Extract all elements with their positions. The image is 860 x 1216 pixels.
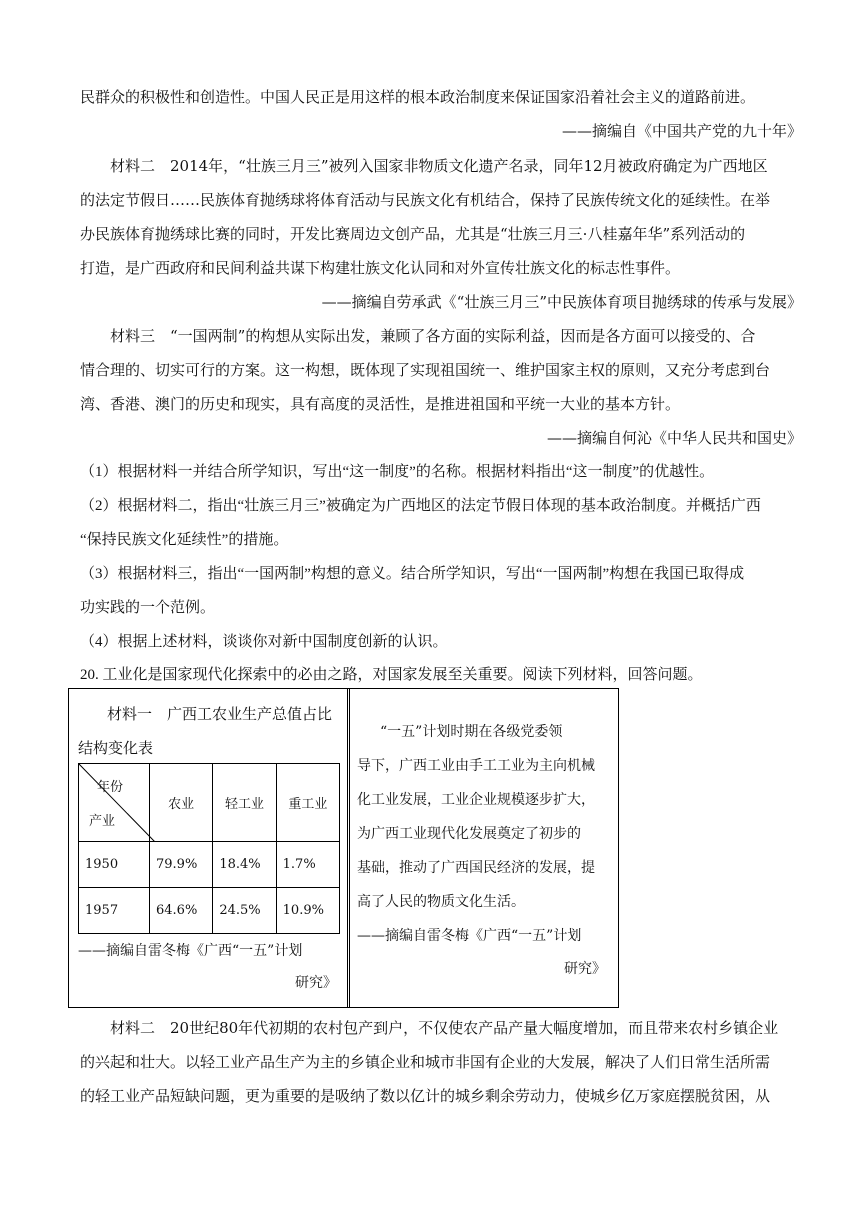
table-source-line-2: 研究》 [295, 975, 337, 991]
text-panel-source-line-2: 研究》 [564, 961, 606, 977]
diagonal-header-cell [79, 764, 150, 842]
column-header-heavy-industry: 重工业 [276, 764, 339, 842]
material3-line-3: 湾、香港、澳门的历史和现实，具有高度的灵活性，是推进祖国和平统一大业的基本方针。 [80, 395, 681, 413]
cell-value: 24.5% [213, 888, 276, 934]
q20-material2-line-2: 的兴起和壮大。以轻工业产品生产为主的乡镇企业和城市非国有企业的大发展，解决了人们日常生活所需 [80, 1053, 771, 1071]
cell-value: 1.7% [276, 842, 339, 888]
question-2-line-1: （2）根据材料二，指出“壮族三月三”被确定为广西地区的法定节假日体现的基本政治制度。并概括广西 [80, 498, 761, 514]
table-row [79, 888, 340, 934]
table-title-line-1: 材料一 广西工农业生产总值占比 [107, 705, 333, 723]
material2-line-2: 的法定节假日……民族体育抛绣球将体育活动与民族文化有机结合，保持了民族传统文化的延续性。在举 [80, 191, 771, 209]
question-4: （4）根据上述材料，谈谈你对新中国制度创新的认识。 [80, 634, 448, 650]
data-table [78, 763, 340, 934]
q20-material2-line-3: 的轻工业产品短缺问题，更为重要的是吸纳了数以亿计的城乡剩余劳动力，使城乡亿万家庭摆脱贫困，从 [80, 1087, 771, 1105]
material1-table-panel [68, 688, 350, 1008]
question-2-line-2: “保持民族文化延续性”的措施。 [80, 532, 289, 548]
table-row [79, 842, 340, 888]
header-year-label: 年份 [97, 780, 124, 795]
source-citation: ——摘编自何沁《中华人民共和国史》 [546, 429, 802, 447]
paragraph-line: 民群众的积极性和创造性。中国人民正是用这样的根本政治制度来保证国家沿着社会主义的道路前进。 [80, 88, 756, 106]
table-header-row [79, 764, 340, 842]
material3-line-2: 情合理的、切实可行的方案。这一构想，既体现了实现祖国统一、维护国家主权的原则，又充分考虑到台 [80, 361, 771, 379]
table-title-line-2: 结构变化表 [78, 739, 154, 757]
material1-text-panel [347, 688, 619, 1008]
text-panel-line-3: 化工业发展，工业企业规模逐步扩大， [357, 792, 595, 808]
text-panel-line-4: 为广西工业现代化发展奠定了初步的 [357, 826, 581, 842]
text-panel-line-2: 导下，广西工业由手工工业为主向机械 [357, 758, 595, 774]
text-panel-line-5: 基础，推动了广西国民经济的发展，提 [357, 860, 595, 876]
row-year: 1950 [79, 842, 150, 888]
q20-material2-line-1: 材料二 20世纪80年代初期的农村包产到户，不仅使农产品产量大幅度增加，而且带来农村乡镇企业 [110, 1019, 779, 1037]
cell-value: 79.9% [150, 842, 213, 888]
cell-value: 10.9% [276, 888, 339, 934]
header-industry-label: 产业 [89, 814, 116, 829]
table-source-line-1: ——摘编自雷冬梅《广西“一五”计划 [78, 943, 303, 959]
cell-value: 18.4% [213, 842, 276, 888]
source-citation: ——摘编自劳承武《“壮族三月三”中民族体育项目抛绣球的传承与发展》 [321, 293, 802, 311]
material2-line-1: 材料二 2014年，“壮族三月三”被列入国家非物质文化遗产名录，同年12月被政府确定为广西地区 [110, 157, 768, 175]
question-3-line-2: 功实践的一个范例。 [80, 600, 216, 616]
material2-line-4: 打造，是广西政府和民间利益共谋下构建壮族文化认同和对外宣传壮族文化的标志性事件。 [80, 259, 681, 277]
column-header-light-industry: 轻工业 [213, 764, 276, 842]
column-header-agriculture: 农业 [150, 764, 213, 842]
text-panel-line-1: “一五”计划时期在各级党委领 [380, 724, 563, 740]
question-1: （1）根据材料一并结合所学知识，写出“这一制度”的名称。根据材料指出“这一制度”的优越性。 [80, 464, 715, 480]
row-year: 1957 [79, 888, 150, 934]
text-panel-line-6: 高了人民的物质文化生活。 [357, 894, 525, 910]
source-citation: ——摘编自《中国共产党的九十年》 [561, 122, 802, 140]
material3-line-1: 材料三 “一国两制”的构想从实际出发，兼顾了各方面的实际利益，因而是各方面可以接受的、合 [110, 327, 756, 345]
material2-line-3: 办民族体育抛绣球比赛的同时，开发比赛周边文创产品，尤其是“壮族三月三·八桂嘉年华”系列活动的 [80, 225, 746, 243]
question-3-line-1: （3）根据材料三，指出“一国两制”构想的意义。结合所学知识，写出“一国两制”构想在我国已取得成 [80, 566, 745, 582]
text-panel-source-line-1: ——摘编自雷冬梅《广西“一五”计划 [357, 928, 582, 944]
cell-value: 64.6% [150, 888, 213, 934]
question-20-heading: 20. 工业化是国家现代化探索中的必由之路，对国家发展至关重要。阅读下列材料，回答问题。 [80, 667, 703, 683]
